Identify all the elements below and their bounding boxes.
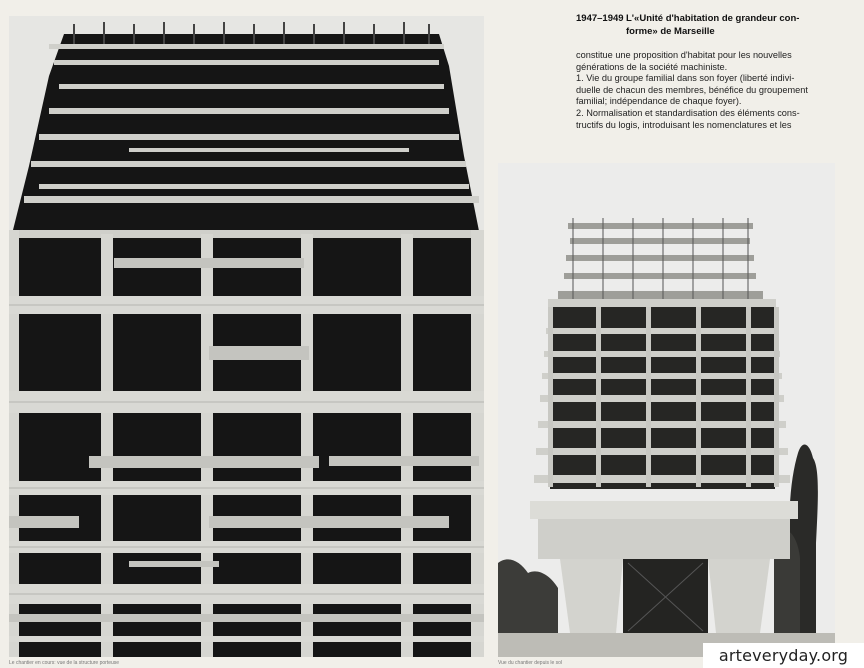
body-line: 2. Normalisation et standardisation des éléments cons- xyxy=(576,107,800,118)
construction-photo-left xyxy=(9,16,484,657)
caption-left: Le chantier en cours: vue de la structure porteuse xyxy=(9,660,120,666)
body-line: générations de la société machiniste. xyxy=(576,61,728,72)
heading-title-line2: forme» de Marseille xyxy=(626,26,715,37)
heading-title-line1: L'«Unité d'habitation de grandeur con- xyxy=(626,13,800,24)
body-line: familial; indépendance de chaque foyer). xyxy=(576,96,742,107)
watermark: arteveryday.org xyxy=(703,643,864,668)
article-heading xyxy=(576,12,838,38)
caption-right: Vue du chantier depuis le sol xyxy=(498,660,563,666)
article-body xyxy=(576,50,838,131)
body-line: tructifs du logis, introduisant les nomenclatures et les xyxy=(576,119,792,130)
building-frame-closeup xyxy=(9,16,484,657)
construction-photo-right xyxy=(498,163,835,657)
body-line: constitue une proposition d'habitat pour les nouvelles xyxy=(576,50,792,60)
heading-date: 1947–1949 xyxy=(576,13,624,24)
body-line: 1. Vie du groupe familial dans son foyer (liberté indivi- xyxy=(576,73,795,84)
body-line: duelle de chacun des membres, bénéfice du groupement xyxy=(576,84,808,95)
building-on-pilotis xyxy=(498,163,835,657)
